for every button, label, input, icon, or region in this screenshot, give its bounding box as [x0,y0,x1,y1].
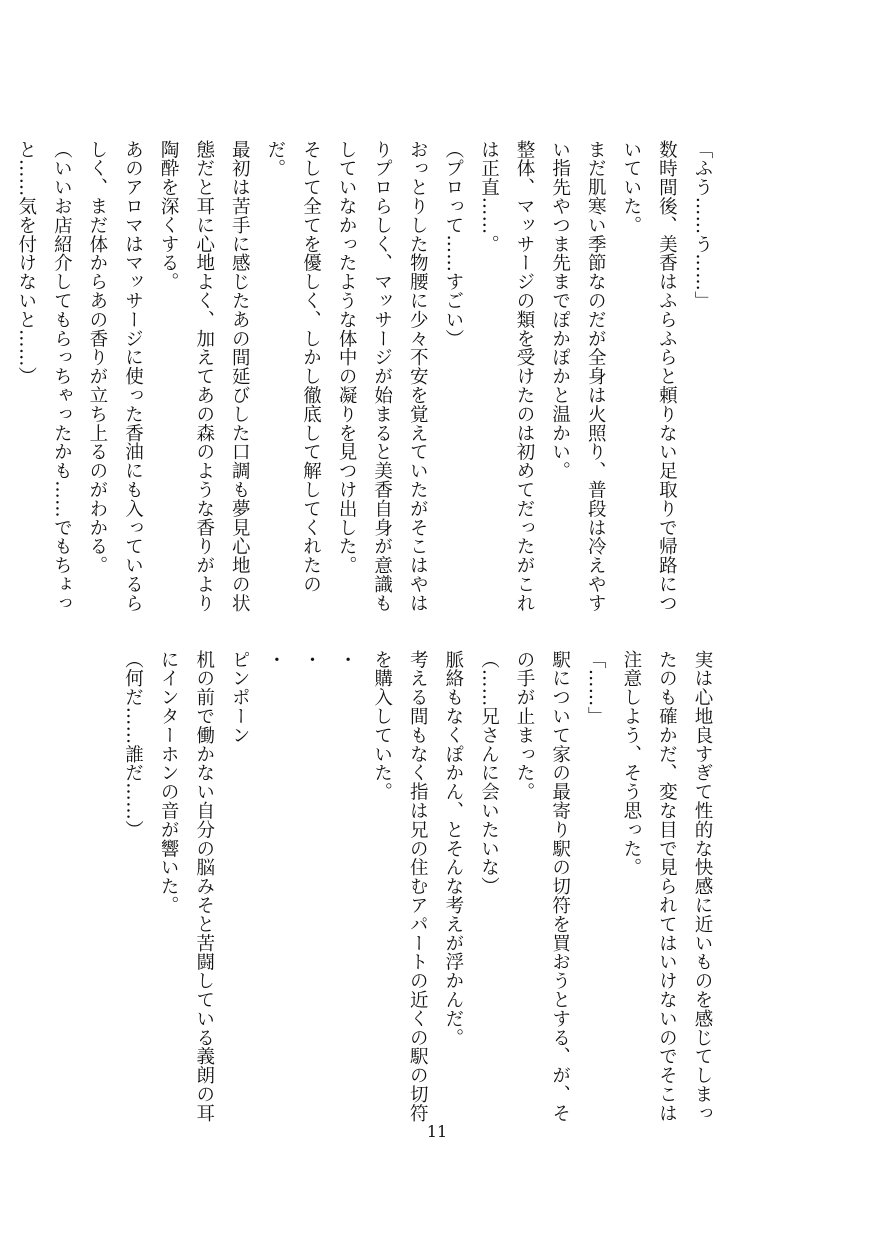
text-line: しく、まだ体からあの香りが立ち上るのがわかる。 [86,140,108,575]
text-line: おっとりした物腰に少々不安を覚えていたがそこはやは [407,140,429,613]
text-line: （プロって……すごい） [442,140,464,348]
text-line: 整体、マッサージの類を受けたのは初めてだったがこれ [514,140,536,613]
text-line: 脈絡もなくぽかん、とそんな考えが浮かんだ。 [442,650,464,1047]
text-line: そして全てを優しく、しかし徹底して解してくれたの [300,140,322,594]
text-line: 数時間後、美香はふらふらと頼りない足取りで帰路につ [656,140,678,613]
text-line: は正直……。 [478,140,500,254]
text-line: 態だと耳に心地よく、加えてあの森のような香りがより [193,140,215,613]
text-column-block-top [15,140,720,613]
text-line: 「……」 [585,650,607,726]
text-line: 考える間もなく指は兄の住むアパートの近くの駅の切符 [407,650,429,1123]
text-line: （何だ……誰だ……） [122,650,144,839]
text-line: 注意しよう、そう思った。 [620,650,642,877]
text-line: を購入していた。 [371,650,393,802]
text-line: あのアロマはマッサージに使った香油にも入っているら [122,140,144,613]
text-line: 最初は苦手に感じたあの間延びした口調も夢見心地の状 [229,140,251,613]
text-column-block-bottom [122,650,720,1123]
page-number: 11 [426,1122,448,1141]
scene-break-dot: ・ [264,650,286,669]
text-line: だ。 [264,140,286,178]
text-line: していなかったような体中の凝りを見つけ出した。 [336,140,358,575]
text-line: 机の前で働かない自分の脳みそと苦闘している義朗の耳 [193,650,215,1123]
text-line: りプロらしく、マッサージが始まると美香自身が意識も [371,140,393,613]
text-line: まだ肌寒い季節なのだが全身は火照り、普段は冷えやす [585,140,607,613]
text-line: たのも確かだ、変な目で見られてはいけないのでそこは [656,650,678,1123]
scene-break-dot: ・ [336,650,358,669]
text-line: 陶酔を深くする。 [158,140,180,292]
text-line: 「ふう……う……」 [692,140,713,311]
text-line: の手が止まった。 [514,650,536,802]
text-line: いていた。 [620,140,642,235]
text-line: い指先やつま先までぽかぽかと温かい。 [549,140,571,481]
text-line: にインターホンの音が響いた。 [158,650,180,915]
text-line: 実は心地良すぎて性的な快感に近いものを感じてしまっ [692,650,713,1123]
text-line: （いいお店紹介してもらっちゃったかも……でもちょっ [51,140,73,613]
text-line: と……気を付けないと……） [15,140,37,386]
scene-break-dot: ・ [300,650,322,669]
text-line: （……兄さんに会いたいな） [478,650,500,896]
text-line: ピンポーン [229,650,251,745]
text-line: 駅について家の最寄り駅の切符を買おうとする、が、そ [549,650,571,1123]
